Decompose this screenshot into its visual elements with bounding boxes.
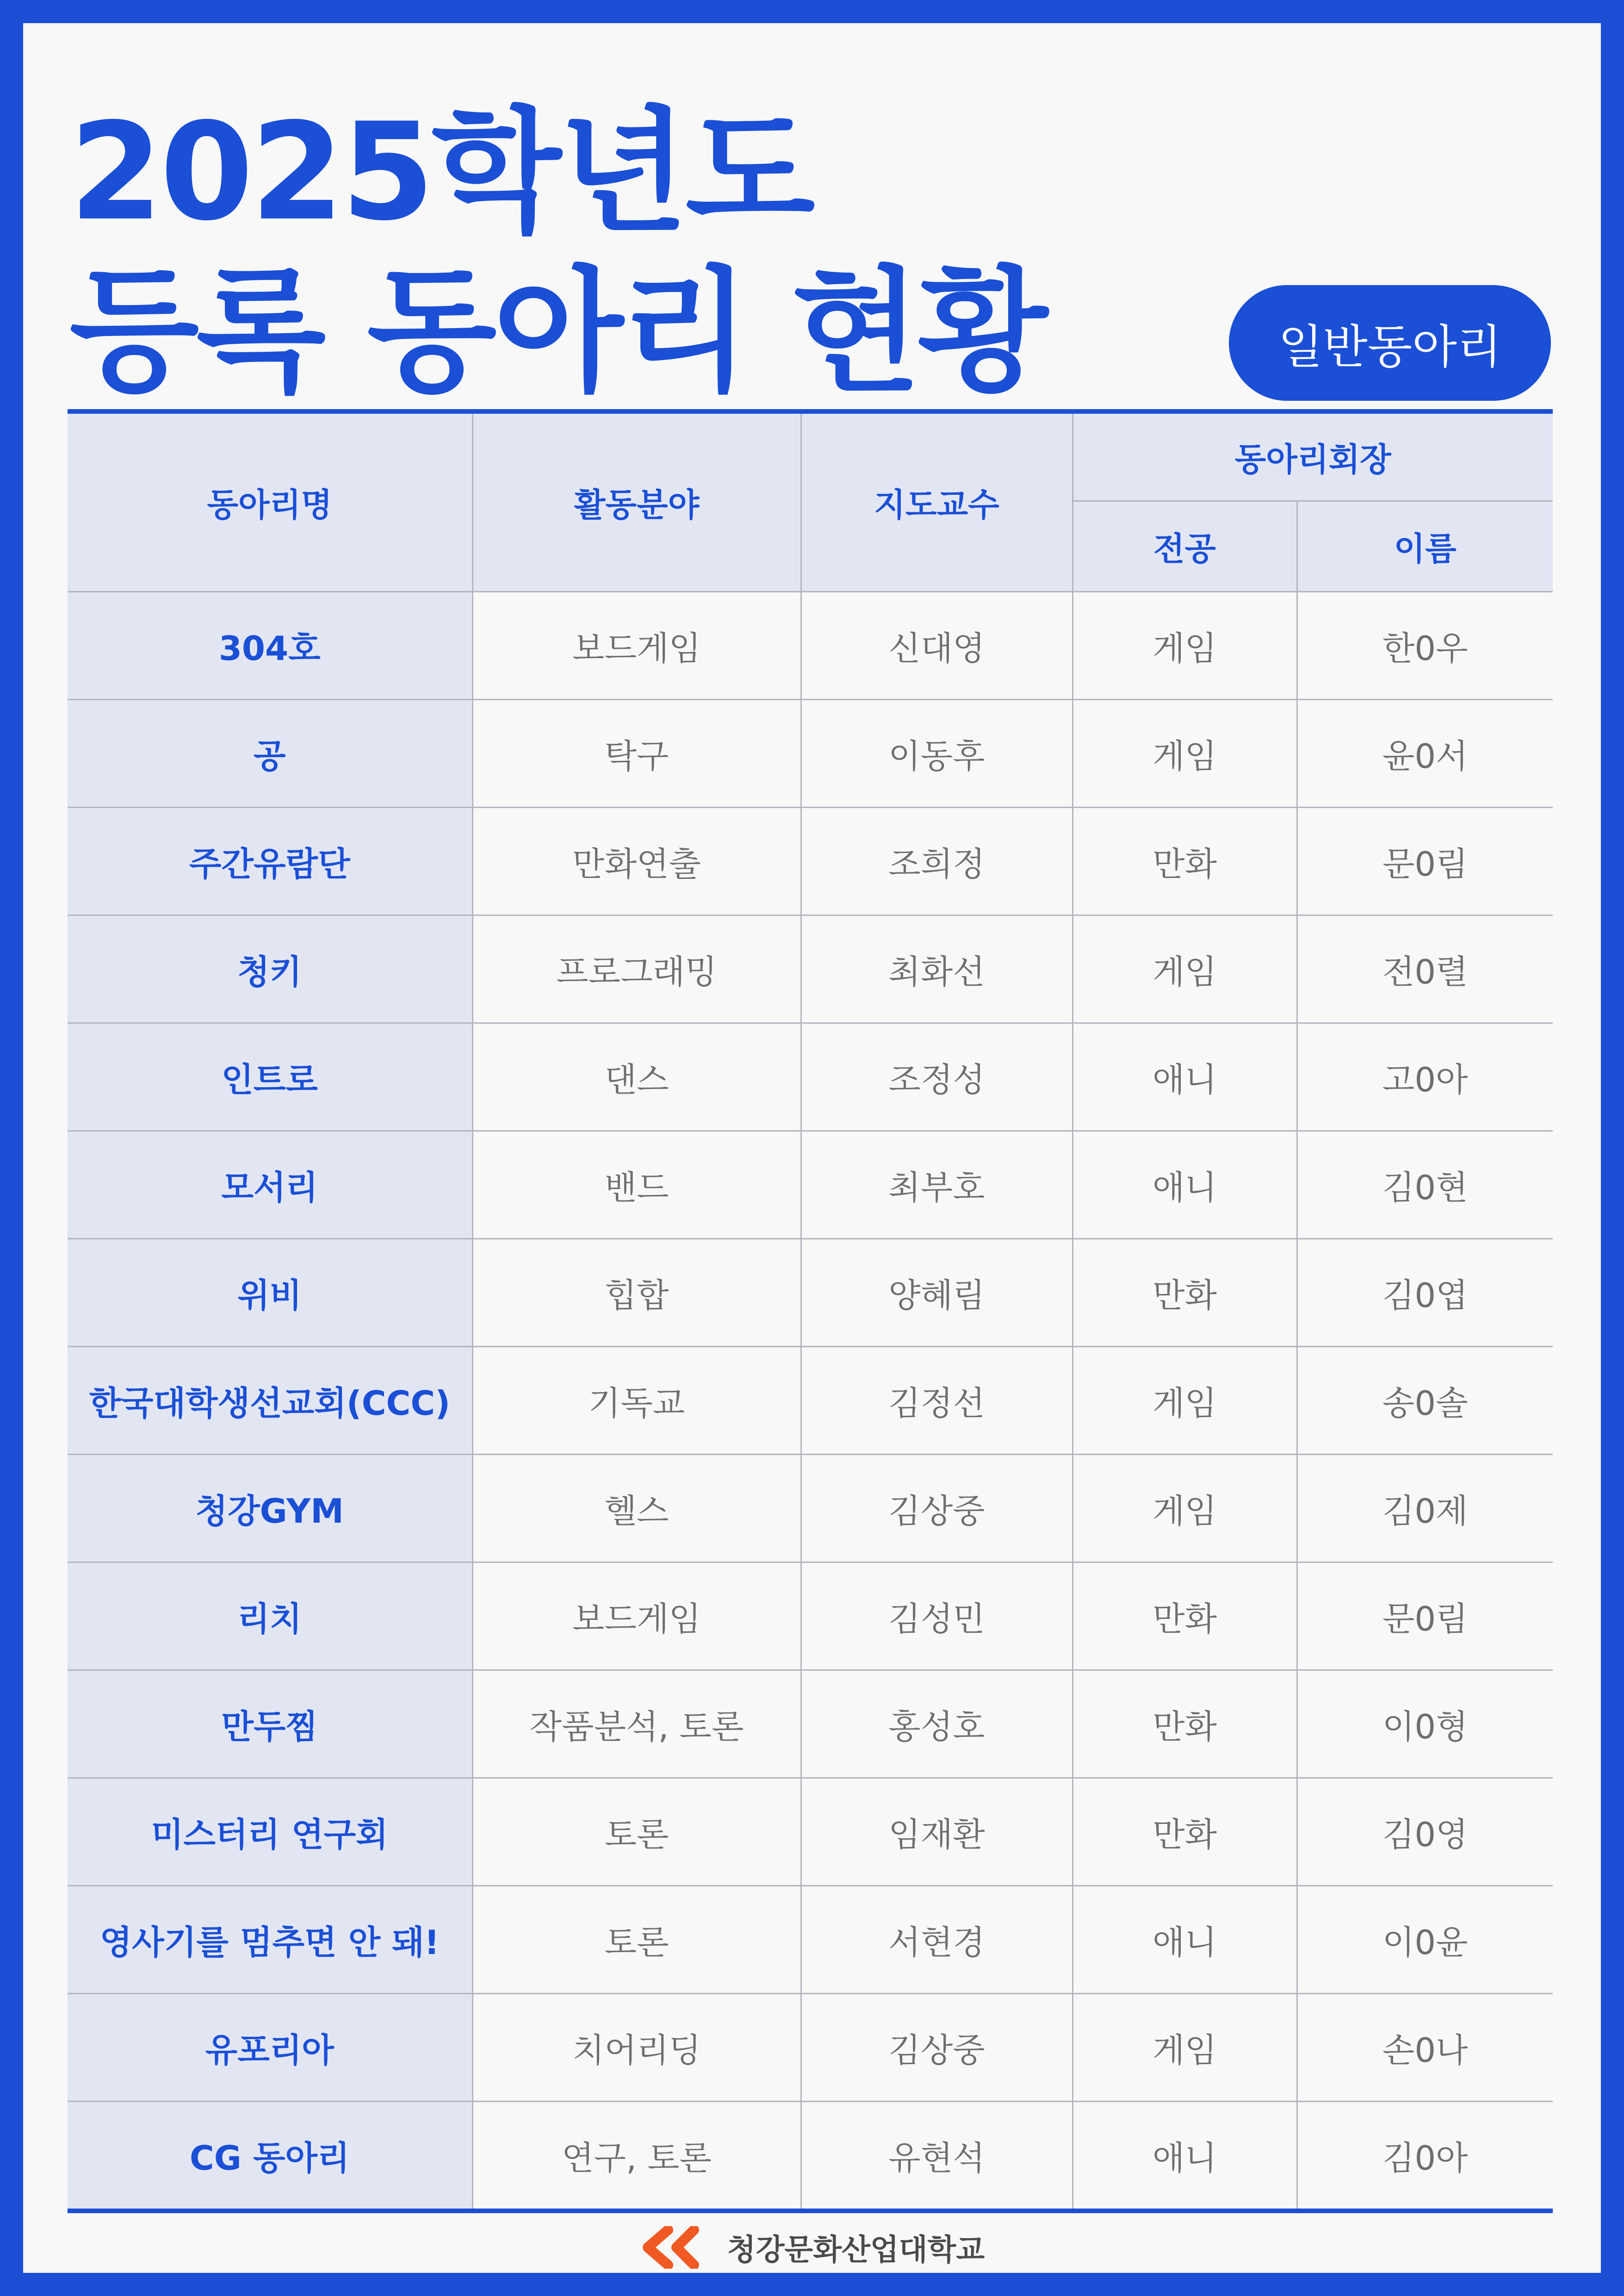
table-row — [68, 808, 1553, 915]
cell-field: 토론 — [472, 1886, 801, 1994]
header-president: 동아리회장 — [1072, 411, 1553, 501]
cell-field: 프로그래밍 — [472, 915, 801, 1023]
title-line-1: 2025학년도 — [69, 94, 812, 250]
poster — [23, 23, 1601, 2273]
cell-advisor: 유현석 — [801, 2102, 1072, 2211]
cell-field: 기독교 — [472, 1347, 801, 1455]
cell-field: 치어리딩 — [472, 1994, 801, 2102]
cell-person: 김0아 — [1297, 2102, 1553, 2211]
cell-major: 애니 — [1072, 2102, 1297, 2211]
cell-name: 청키 — [68, 915, 472, 1023]
ck-logo-icon — [639, 2226, 718, 2269]
table-row — [68, 700, 1553, 808]
cell-major: 만화 — [1072, 1670, 1297, 1778]
cell-person: 김0현 — [1297, 1131, 1553, 1239]
cell-major: 애니 — [1072, 1886, 1297, 1994]
cell-field: 작품분석, 토론 — [472, 1670, 801, 1778]
cell-person: 이0윤 — [1297, 1886, 1553, 1994]
header-advisor: 지도교수 — [801, 411, 1072, 592]
header-club-name: 동아리명 — [68, 411, 472, 592]
cell-advisor: 최부호 — [801, 1131, 1072, 1239]
table-row — [68, 1562, 1553, 1670]
table-row — [68, 1778, 1553, 1886]
header-person: 이름 — [1297, 501, 1553, 592]
cell-field: 토론 — [472, 1778, 801, 1886]
cell-major: 애니 — [1072, 1023, 1297, 1131]
table-row — [68, 1131, 1553, 1239]
cell-major: 만화 — [1072, 808, 1297, 915]
cell-field: 댄스 — [472, 1023, 801, 1131]
cell-advisor: 김정선 — [801, 1347, 1072, 1455]
cell-advisor: 조정성 — [801, 1023, 1072, 1131]
clubs-table — [68, 409, 1553, 2213]
title-line-2: 등록 동아리 현황 — [69, 254, 1045, 410]
cell-name: 304호 — [68, 592, 472, 700]
cell-field: 탁구 — [472, 700, 801, 808]
cell-person: 김0영 — [1297, 1778, 1553, 1886]
cell-name: 영사기를 멈추면 안 돼! — [68, 1886, 472, 1994]
table-row — [68, 1347, 1553, 1455]
header-field: 활동분야 — [472, 411, 801, 592]
cell-person: 김0제 — [1297, 1455, 1553, 1562]
cell-major: 게임 — [1072, 1994, 1297, 2102]
cell-advisor: 최화선 — [801, 915, 1072, 1023]
cell-field: 밴드 — [472, 1131, 801, 1239]
cell-major: 만화 — [1072, 1562, 1297, 1670]
table-row — [68, 1670, 1553, 1778]
cell-name: 인트로 — [68, 1023, 472, 1131]
cell-name: 리치 — [68, 1562, 472, 1670]
cell-advisor: 임재환 — [801, 1778, 1072, 1886]
table-row — [68, 592, 1553, 700]
cell-advisor: 홍성호 — [801, 1670, 1072, 1778]
cell-advisor: 김성민 — [801, 1562, 1072, 1670]
page-title — [69, 93, 1045, 412]
cell-name: 위비 — [68, 1239, 472, 1347]
cell-major: 만화 — [1072, 1239, 1297, 1347]
cell-advisor: 신대영 — [801, 592, 1072, 700]
cell-name: 청강GYM — [68, 1455, 472, 1562]
cell-person: 이0형 — [1297, 1670, 1553, 1778]
table-body — [68, 592, 1553, 2211]
cell-advisor: 이동후 — [801, 700, 1072, 808]
cell-major: 만화 — [1072, 1778, 1297, 1886]
table-row — [68, 1239, 1553, 1347]
table-row — [68, 1886, 1553, 1994]
cell-field: 힙합 — [472, 1239, 801, 1347]
cell-name: 공 — [68, 700, 472, 808]
cell-name: 미스터리 연구회 — [68, 1778, 472, 1886]
cell-major: 게임 — [1072, 592, 1297, 700]
table-row — [68, 1994, 1553, 2102]
cell-major: 게임 — [1072, 1455, 1297, 1562]
cell-name: 주간유람단 — [68, 808, 472, 915]
cell-advisor: 양혜림 — [801, 1239, 1072, 1347]
cell-major: 게임 — [1072, 700, 1297, 808]
cell-advisor: 조희정 — [801, 808, 1072, 915]
cell-person: 한0우 — [1297, 592, 1553, 700]
cell-field: 헬스 — [472, 1455, 801, 1562]
table-row — [68, 1023, 1553, 1131]
cell-person: 송0솔 — [1297, 1347, 1553, 1455]
header-major: 전공 — [1072, 501, 1297, 592]
table-row — [68, 2102, 1553, 2211]
cell-person: 고0아 — [1297, 1023, 1553, 1131]
cell-person: 문0림 — [1297, 1562, 1553, 1670]
cell-advisor: 김상중 — [801, 1994, 1072, 2102]
cell-person: 전0렬 — [1297, 915, 1553, 1023]
cell-name: CG 동아리 — [68, 2102, 472, 2211]
cell-major: 애니 — [1072, 1131, 1297, 1239]
cell-person: 윤0서 — [1297, 700, 1553, 808]
cell-field: 보드게임 — [472, 1562, 801, 1670]
cell-field: 연구, 토론 — [472, 2102, 801, 2211]
cell-field: 만화연출 — [472, 808, 801, 915]
category-badge: 일반동아리 — [1229, 285, 1551, 401]
cell-advisor: 서현경 — [801, 1886, 1072, 1994]
cell-field: 보드게임 — [472, 592, 801, 700]
table-row — [68, 1455, 1553, 1562]
cell-name: 유포리아 — [68, 1994, 472, 2102]
cell-person: 김0엽 — [1297, 1239, 1553, 1347]
footer — [23, 2226, 1601, 2269]
cell-person: 손0나 — [1297, 1994, 1553, 2102]
cell-person: 문0림 — [1297, 808, 1553, 915]
cell-name: 만두찜 — [68, 1670, 472, 1778]
cell-major: 게임 — [1072, 915, 1297, 1023]
cell-major: 게임 — [1072, 1347, 1297, 1455]
cell-name: 모서리 — [68, 1131, 472, 1239]
cell-name: 한국대학생선교회(CCC) — [68, 1347, 472, 1455]
cell-advisor: 김상중 — [801, 1455, 1072, 1562]
school-name: 청강문화산업대학교 — [727, 2233, 985, 2267]
table-row — [68, 915, 1553, 1023]
